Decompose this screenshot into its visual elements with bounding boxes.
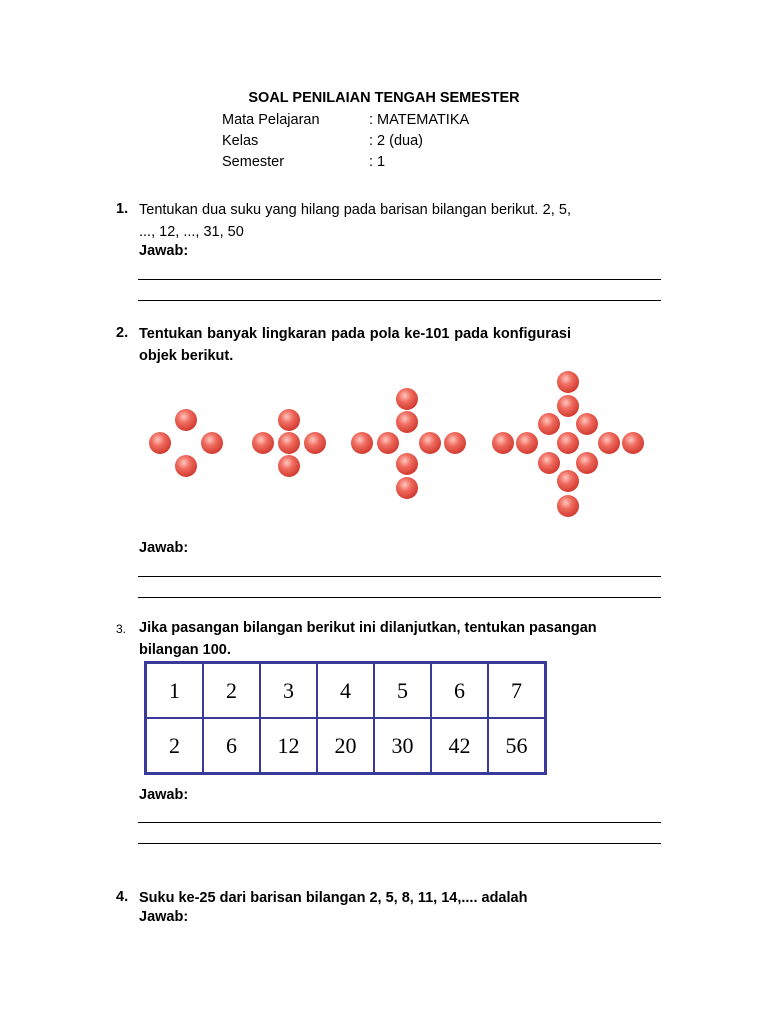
circle-pattern-figure — [140, 365, 660, 525]
page-title: SOAL PENILAIAN TENGAH SEMESTER — [248, 90, 520, 106]
pattern-circle — [538, 413, 560, 435]
pattern-circle — [557, 395, 579, 417]
number-pairs-table — [144, 661, 547, 775]
meta-value-class: : 2 (dua) — [369, 133, 423, 149]
pattern-circle — [622, 432, 644, 454]
table-cell: 2 — [203, 663, 260, 719]
answer-line — [138, 576, 661, 577]
question-1-text: Tentukan dua suku yang hilang pada barisan bilangan berikut. 2, 5, ..., 12, ..., 31, 50 — [139, 202, 571, 240]
table-cell: 5 — [374, 663, 431, 719]
pattern-circle — [557, 470, 579, 492]
pattern-circle — [149, 432, 171, 454]
meta-label-class: Kelas — [222, 133, 259, 149]
table-cell: 6 — [431, 663, 488, 719]
table-cell: 56 — [488, 718, 546, 774]
question-2-answer-label: Jawab: — [139, 540, 189, 556]
pattern-circle — [278, 409, 300, 431]
table-cell: 6 — [203, 718, 260, 774]
question-2-text: Tentukan banyak lingkaran pada pola ke-101 pada konfigurasi objek berikut. — [139, 326, 571, 364]
pattern-circle — [492, 432, 514, 454]
pattern-circle — [396, 477, 418, 499]
table-cell: 7 — [488, 663, 546, 719]
meta-label-semester: Semester — [222, 154, 285, 170]
pattern-circle — [538, 452, 560, 474]
pattern-figure-2 — [252, 409, 326, 477]
pattern-circle — [557, 432, 579, 454]
table-cell: 42 — [431, 718, 488, 774]
pattern-circle — [278, 432, 300, 454]
question-1-number: 1. — [116, 201, 129, 217]
answer-line — [138, 843, 661, 844]
question-1-answer-label: Jawab: — [139, 243, 189, 259]
answer-line — [138, 822, 661, 823]
table-row — [146, 663, 546, 719]
pattern-circle — [557, 371, 579, 393]
pattern-circle — [396, 388, 418, 410]
table-cell: 3 — [260, 663, 317, 719]
table-cell: 30 — [374, 718, 431, 774]
question-3-answer-label: Jawab: — [139, 787, 189, 803]
pattern-circle — [201, 432, 223, 454]
pattern-circle — [444, 432, 466, 454]
pattern-circle — [278, 455, 300, 477]
pattern-circle — [516, 432, 538, 454]
pattern-figure-1 — [149, 409, 223, 477]
question-2-number: 2. — [116, 325, 129, 341]
table-cell: 20 — [317, 718, 374, 774]
meta-label-subject: Mata Pelajaran — [222, 112, 320, 128]
pattern-circle — [351, 432, 373, 454]
table-cell: 2 — [146, 718, 204, 774]
pattern-circle — [377, 432, 399, 454]
answer-line — [138, 597, 661, 598]
pattern-figure-4 — [492, 371, 644, 517]
pattern-circle — [252, 432, 274, 454]
question-4-answer-label: Jawab: — [139, 909, 189, 925]
question-4-number: 4. — [116, 889, 129, 905]
question-3-text: Jika pasangan bilangan berikut ini dilanjutkan, tentukan pasangan bilangan 100. — [139, 620, 597, 658]
pattern-figure-3 — [351, 388, 466, 499]
table-cell: 1 — [146, 663, 204, 719]
table-cell: 4 — [317, 663, 374, 719]
question-3-number: 3. — [116, 622, 127, 636]
pattern-circle — [576, 413, 598, 435]
pattern-circle — [304, 432, 326, 454]
pattern-circle — [175, 455, 197, 477]
pattern-circle — [396, 453, 418, 475]
pattern-circle — [576, 452, 598, 474]
table-cell: 12 — [260, 718, 317, 774]
meta-value-semester: : 1 — [369, 154, 386, 170]
pattern-circle — [557, 495, 579, 517]
meta-value-subject: : MATEMATIKA — [369, 112, 470, 128]
pattern-circle — [419, 432, 441, 454]
pattern-circle — [175, 409, 197, 431]
answer-line — [138, 300, 661, 301]
question-4-text: Suku ke-25 dari barisan bilangan 2, 5, 8, 11, 14,.... adalah — [139, 890, 528, 906]
pattern-circle — [598, 432, 620, 454]
answer-line — [138, 279, 661, 280]
table-row — [146, 718, 546, 774]
pattern-circle — [396, 411, 418, 433]
